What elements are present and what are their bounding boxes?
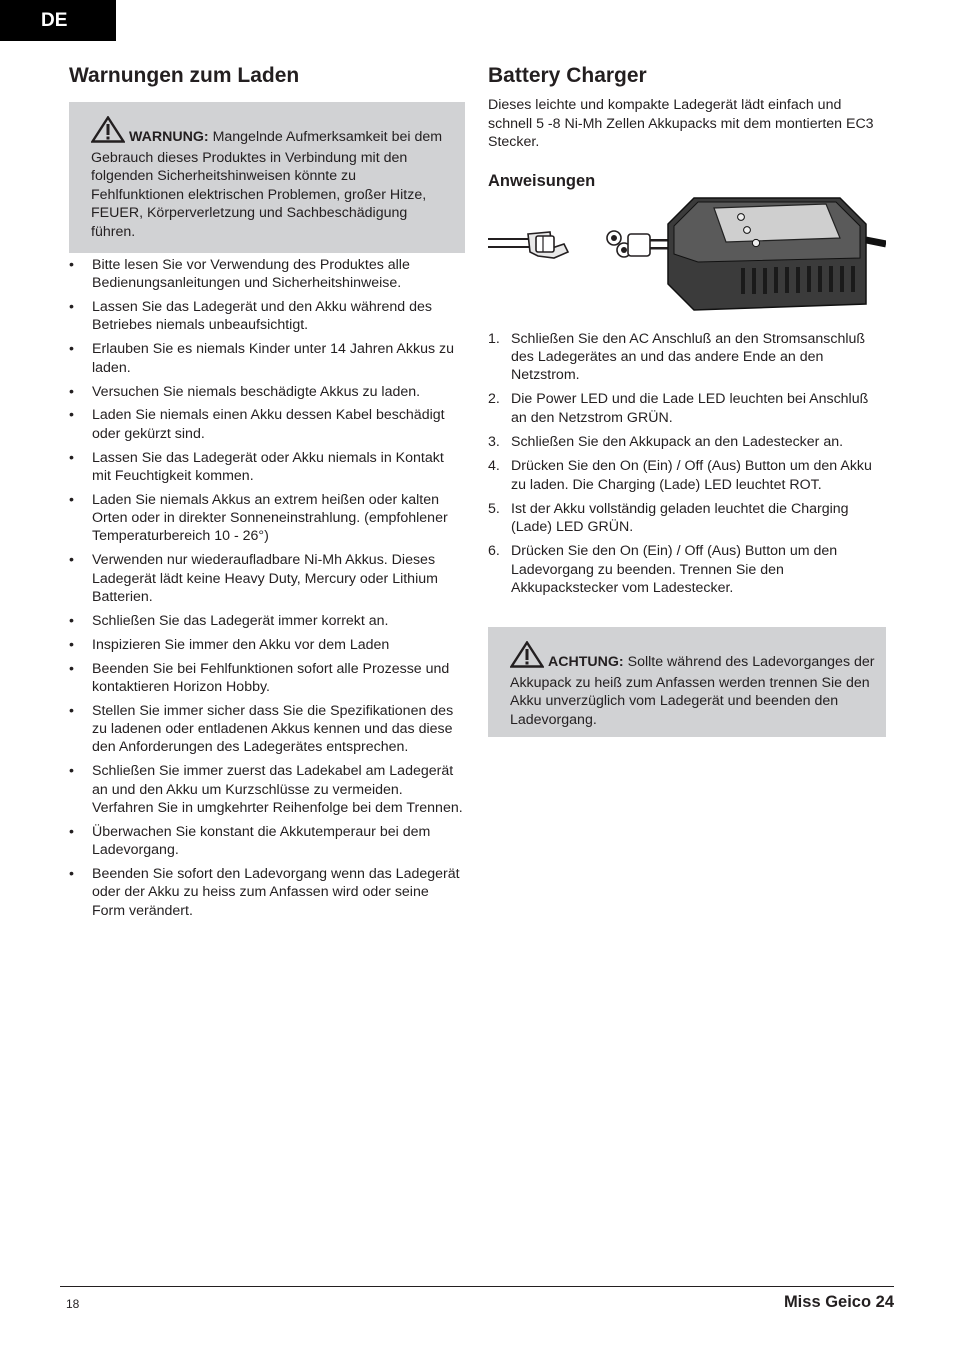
instruction-step (488, 542, 886, 597)
instruction-steps (488, 330, 886, 598)
caution-label: ACHTUNG: (548, 654, 624, 671)
step-number: 1. (488, 330, 500, 347)
bullet-item: • Überwachen Sie konstant die Akkutemperaur bei dem Ladevorgang. (69, 823, 465, 860)
instruction-step (488, 390, 886, 427)
left-column (69, 62, 465, 925)
bullet-item: • Beenden Sie bei Fehlfunktionen sofort alle Prozesse und kontaktieren Horizon Hobby. (69, 660, 465, 697)
caution-text: Sollte während des Ladevorganges der Akkupack zu heiß zum Anfassen werden trennen Sie den Akku unverzüglich vom Ladegerät und beenden den Ladevorgang. (510, 654, 875, 728)
section-heading-warnings: Warnungen zum Laden (69, 64, 300, 87)
step-text: Die Power LED und die Lade LED leuchten bei Anschluß an den Netzstrom GRÜN. (511, 391, 869, 426)
bullet-item: • Schließen Sie immer zuerst das Ladekabel am Ladegerät an und den Akku um Kurzschlüsse zu vermeiden. Verfahren Sie in umgkehrter Reihenfolge bei dem Trennen. (69, 762, 465, 817)
bullet-item: • Stellen Sie immer sicher dass Sie die Spezifikationen des zu ladenen oder entladenen Akkus kennen und das diese den Anforderungen des Ladegerätes entsprechen. (69, 702, 465, 757)
section-heading-charger: Battery Charger (488, 64, 647, 87)
language-tab (0, 0, 116, 41)
step-text: Schließen Sie den AC Anschluß an den Stromsanschluß des Ladegerätes an und das andere Ende an den Netzstrom. (511, 330, 866, 384)
bullet-item: • Laden Sie niemals Akkus an extrem heißen oder kalten Orten oder in direkter Sonneneinstrahlung. (empfohlener Temperaturbereich 10 - 26°) (69, 491, 465, 546)
bullet-item: • Lassen Sie das Ladegerät oder Akku niemals in Kontakt mit Feuchtigkeit kommen. (69, 449, 465, 486)
right-column (488, 62, 886, 737)
step-number: 3. (488, 433, 500, 450)
step-number: 6. (488, 543, 500, 560)
warning-triangle-icon (91, 116, 125, 149)
step-text: Ist der Akku vollständig geladen leuchtet die Charging (Lade) LED GRÜN. (511, 500, 849, 536)
safety-bullet-list (69, 256, 465, 920)
step-number: 4. (488, 458, 500, 475)
caution-triangle-icon (510, 641, 544, 674)
step-number: 2. (488, 391, 500, 408)
instruction-step (488, 330, 886, 385)
bullet-item: • Erlauben Sie es niemals Kinder unter 14 Jahren Akkus zu laden. (69, 340, 465, 377)
bullet-item: • Lassen Sie das Ladegerät und den Akku während des Betriebes niemals unbeaufsichtigt. (69, 298, 465, 335)
document-title: Miss Geico 24 (783, 1293, 894, 1311)
bullet-item: • Beenden Sie sofort den Ladevorgang wenn das Ladegerät oder der Akku zu heiss zum Anfassen wird oder seine Form verändert. (69, 865, 465, 920)
footer-divider (60, 1286, 894, 1287)
step-text: Schließen Sie den Akkupack an den Ladestecker an. (511, 433, 844, 450)
warning-box (69, 102, 465, 253)
instruction-step (488, 457, 886, 494)
bullet-item: • Bitte lesen Sie vor Verwendung des Produktes alle Bedienungsanleitungen und Sicherheitshinweise. (69, 256, 465, 293)
instruction-step (488, 500, 886, 537)
caution-box (488, 627, 886, 737)
step-text: Drücken Sie den On (Ein) / Off (Aus) Button um den Ladevorgang zu beenden. Trennen Sie den Akkupackstecker vom Ladestecker. (511, 543, 838, 597)
warning-label: WARNUNG: (129, 129, 209, 145)
instructions-heading: Anweisungen (488, 171, 596, 190)
step-text: Drücken Sie den On (Ein) / Off (Aus) Button um den Akku zu laden. Die Charging (Lade) LED leuchtet ROT. (511, 458, 872, 493)
language-label: DE (41, 9, 68, 31)
charger-illustration (488, 196, 886, 314)
warning-text: Mangelnde Aufmerksamkeit bei dem Gebrauch dieses Produktes in Verbindung mit den folgenden Sicherheitshinweisen könnte zu Fehlfunktionen elektrischen Problemen, großer Hitze, FEUER, Körperverletzung und Sachbeschädigung führen. (91, 129, 443, 240)
charger-intro: Dieses leichte und kompakte Ladegerät lädt einfach und schnell 5 -8 Ni-Mh Zellen Akkupacks mit dem montierten EC3 Stecker. (488, 97, 874, 150)
instruction-step (488, 433, 886, 451)
bullet-item: • Verwenden nur wiederaufladbare Ni-Mh Akkus. Dieses Ladegerät lädt keine Heavy Duty, Mercury oder Lithium Batterien. (69, 551, 465, 606)
bullet-item: • Versuchen Sie niemals beschädigte Akkus zu laden. (69, 383, 465, 401)
step-number: 5. (488, 500, 500, 517)
bullet-item: • Inspizieren Sie immer den Akku vor dem Laden (69, 636, 465, 654)
bullet-item: • Schließen Sie das Ladegerät immer korrekt an. (69, 612, 465, 630)
page-number: 18 (66, 1297, 80, 1311)
charger-illustration-svg (488, 196, 886, 314)
bullet-item: • Laden Sie niemals einen Akku dessen Kabel beschädigt oder gekürzt sind. (69, 406, 465, 443)
